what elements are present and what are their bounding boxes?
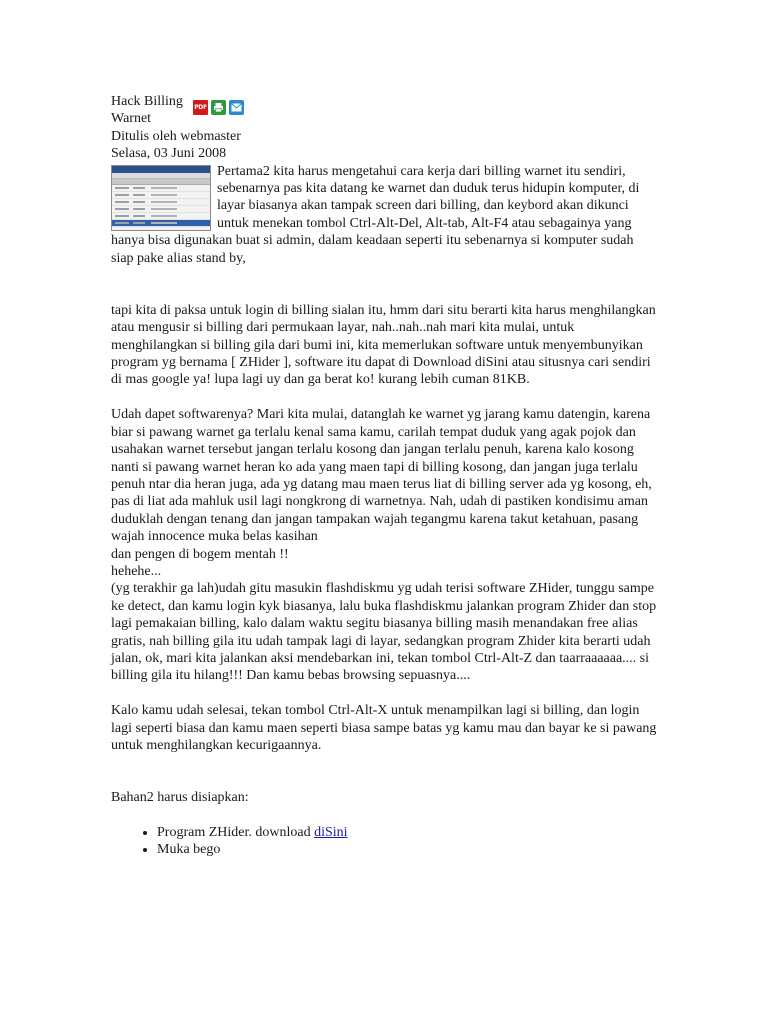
article-actions (193, 100, 244, 115)
list-item-text: Program ZHider. download (157, 824, 315, 840)
article (111, 93, 659, 859)
paragraph-3c: hehehe... (111, 563, 162, 579)
list-item (157, 824, 659, 841)
title-row (111, 93, 261, 128)
list-item-text: Muka bego (157, 842, 221, 858)
requirements-heading: Bahan2 harus disiapkan: (111, 790, 249, 806)
article-author: Ditulis oleh webmaster (111, 128, 241, 144)
paragraph-2: tapi kita di paksa untuk login di billing sialan itu, hmm dari situ berarti kita harus menghilangkan atau mengusir si billing dari permukaan layar, nah..nah..nah mari kita mulai, untuk menghilangkan si billing gila dari bumi ini, kita memerlukan software untuk menyembunyikan program yg bernama [ ZHider ], software itu dapat di Download diSini atau situsnya cari sendiri di mas google ya! lupa lagi uy dan ga berat ko! kurang lebih cuman 81KB. (111, 302, 656, 388)
zhider-screenshot-thumbnail (111, 165, 211, 231)
article-title: Hack Billing Warnet (111, 94, 183, 127)
requirements-list (111, 824, 659, 859)
intro-paragraph: Pertama2 kita harus mengetahui cara kerja dari billing warnet itu sendiri, sebenarnya pas kita datang ke warnet dan duduk terus hidupin komputer, di layar biasanya akan tampak screen dari billing, dan keybord akan dikunci untuk menekan tombol Ctrl-Alt-Del, Alt-tab, Alt-F4 atau sebagainya yang hanya bisa digunakan buat si admin, dalam keadaan seperti itu sebenarnya si komputer sudah siap pake alias stand by, (111, 163, 640, 266)
pdf-icon[interactable]: PDF (193, 100, 208, 115)
intro-block (111, 163, 659, 267)
paragraph-3b: dan pengen di bogem mentah !! (111, 546, 289, 562)
print-icon[interactable] (211, 100, 226, 115)
list-item (157, 841, 659, 858)
paragraph-3d: (yg terakhir ga lah)udah gitu masukin flashdiskmu yg udah terisi software ZHider, tunggu sampe ke detect, dan kamu login kyk biasanya, lalu buka flashdiskmu jalankan program Zhider dan stop lagi pemakaian billing, kalo dalam waktu segitu biasanya billing masih menandakan free alias gratis, nah billing gila itu udah tampak lagi di layar, sedangkan program Zhider kita berarti udah jalan, ok, mari kita jalankan aksi mendebarkan ini, tekan tombol Ctrl-Alt-Z dan taarraaaaaa.... si billing gila itu hilang!!! Dan kamu bebas browsing sepuasnya.... (111, 581, 657, 684)
email-icon[interactable] (229, 100, 244, 115)
paragraph-4: Kalo kamu udah selesai, tekan tombol Ctrl-Alt-X untuk menampilkan lagi si billing, dan login lagi seperti biasa dan kamu maen seperti biasa sampe batas yg kamu mau dan bayar ke si pawang untuk menghilangkan kecurigaannya. (111, 703, 657, 753)
paragraph-3: Udah dapet softwarenya? Mari kita mulai, datanglah ke warnet yg jarang kamu datengin, karena biar si pawang warnet ga terlalu kenal sama kamu, carilah tempat duduk yang agak pojok dan usahakan warnet tersebut jangan terlalu kosong dan jangan terlalu penuh, karena kalo kosong nanti si pawang warnet heran ko ada yang maen tapi di billing kosong, dan jangan juga terlalu penuh ntar dia heran juga, ada yg datang mau maen terus liat di billing server ada yg kosong, eh, pas di liat ada mahluk usil lagi nongkrong di warnetnya. Nah, udah di pastiken kondisimu aman duduklah dengan tenang dan jangan tampakan wajah tegangmu karena takut ketahuan, pasang wajah innocence muka belas kasihan (111, 407, 652, 545)
article-date: Selasa, 03 Juni 2008 (111, 146, 227, 162)
download-link[interactable]: diSini (314, 824, 348, 840)
